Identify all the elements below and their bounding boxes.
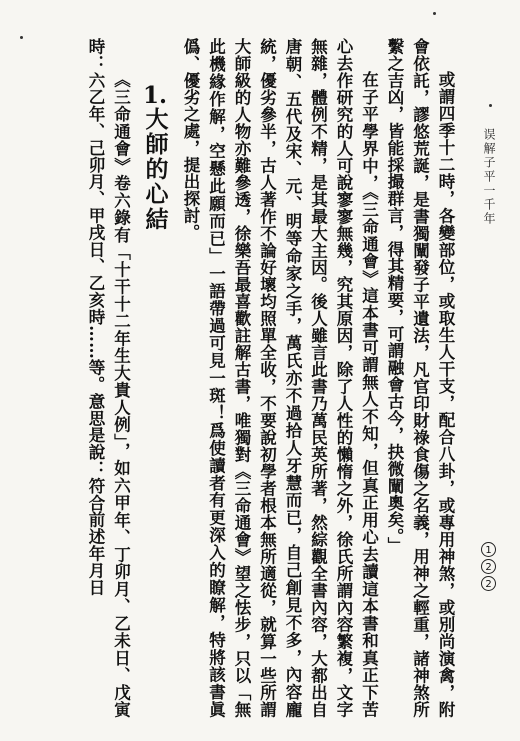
page-number-digit: 1 bbox=[481, 542, 496, 557]
scan-speck bbox=[489, 104, 492, 107]
body-paragraph: 《三命通會》卷六錄有「十干十二年生大貴人例」，如六甲年、丁卯月、乙未日、戊寅時：六乙年、己卯月、甲戌日、乙亥時……等。意思是說：符合前述年月日 bbox=[86, 38, 131, 718]
running-head: 误解子平一千年 bbox=[482, 128, 496, 226]
body-text bbox=[83, 38, 459, 718]
page-number-digit: 2 bbox=[481, 576, 496, 591]
section-title: 大師的心結 bbox=[141, 107, 169, 232]
page-number-digit: 2 bbox=[481, 559, 496, 574]
page-number bbox=[481, 542, 496, 591]
section-heading bbox=[138, 38, 172, 718]
scan-speck bbox=[20, 36, 23, 39]
scan-speck bbox=[433, 12, 436, 15]
body-paragraph: 在子平學界中，《三命通會》這本書可謂無人不知，但真正用心去讀這本書和真正下苦心去作研究的人可說寥寥無幾，究其原因，除了人性的懶惰之外，徐氏所謂內容繁複，文字無雜，體例不精，是其最大主因。後人雖言此書乃萬民英所著，然綜觀全書內容，大都出自唐朝、五代及宋、元、明等命家之手，萬氏亦不過拾人牙慧而已，自己創見不多，內容龐統，優劣參半，古人著作不論好壞均照單全收，不要說初學者根本無所適從，就算一些所謂大師級的人物亦難參透，徐樂吾最喜歡註解古書，唯獨對《三命通會》望之怯步，只以「無此機緣作解，空懸此願而已」一語帶過可見一斑！爲使讀者有更深入的瞭解，特將該書眞僞、優劣之處，提出探討。 bbox=[181, 38, 379, 718]
quote-continuation-paragraph: 或謂四季十二時，各變部位，或取生人干支，配合八卦，或專用神煞，或別尚演禽，附會依託，謬悠荒誕，是書獨闡發子平遺法，凡官印財祿食傷之名義，用神之輕重，諸神煞所繫之吉凶，皆能採撮群言，得其精要，可謂融會古今，抉微闡奧矣。」 bbox=[385, 38, 455, 718]
section-number: 1. bbox=[142, 84, 167, 107]
